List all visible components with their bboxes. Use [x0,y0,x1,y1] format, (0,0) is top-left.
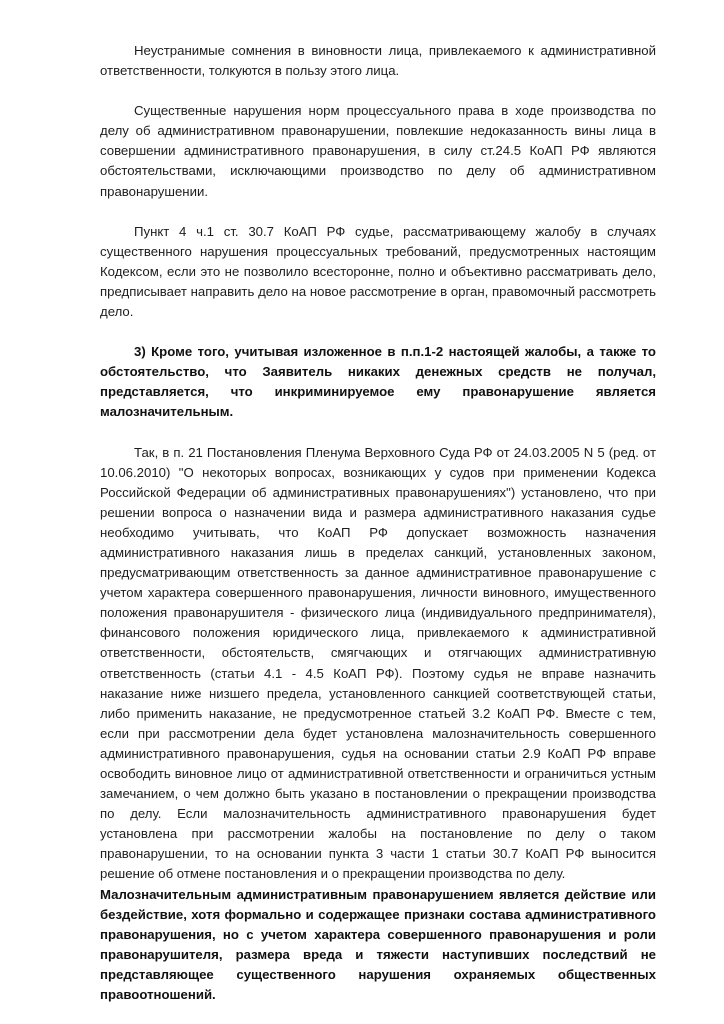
paragraph-spacer [100,322,656,342]
paragraph-2: Существенные нарушения норм процессуального права в ходе производства по делу об административном правонарушении, повлекшие недоказанность вины лица в совершении административного правонарушения, в силу ст.24.5 КоАП РФ являются обстоятельствами, исключающими производство по делу об административном правонарушении. [100,103,656,199]
paragraph-spacer [100,423,656,443]
paragraph-spacer [100,81,656,101]
paragraph-5-plenum-citation: Так, в п. 21 Постановления Пленума Верховного Суда РФ от 24.03.2005 N 5 (ред. от 10.06.2010) "О некоторых вопросах, возникающих у судов при применении Кодекса Российской Федерации об административных правонарушениях") установлено, что при решении вопроса о назначении вида и размера административного наказания судье необходимо учитывать, что КоАП РФ допускает возможность назначения административного наказания лишь в пределах санкций, установленных законом, предусматривающим ответственность за данное административное правонарушение с учетом характера совершенного правонарушения, личности виновного, имущественного положения правонарушителя - физического лица (индивидуального предпринимателя), финансового положения юридического лица, привлекаемого к административной ответственности, обстоятельств, смягчающих и отягчающих административную ответственность (статьи 4.1 - 4.5 КоАП РФ). Поэтому судья не вправе назначить наказание ниже низшего предела, установленного санкцией соответствующей статьи, либо применить наказание, не предусмотренное статьей 3.2 КоАП РФ. Вместе с тем, если при рассмотрении дела будет установлена малозначительность совершенного административного правонарушения, судья на основании статьи 2.9 КоАП РФ вправе освободить виновное лицо от административной ответственности и ограничиться устным замечанием, о чем должно быть указано в постановлении о прекращении производства по делу. Если малозначительность административного правонарушения будет установлена при рассмотрении жалобы на постановление по делу о таком правонарушении, то на основании пункта 3 части 1 статьи 30.7 КоАП РФ выносится решение об отмене постановления и о прекращении производства по делу. [100,444,656,882]
paragraph-spacer [100,202,656,222]
paragraph-4-malozn-claim: 3) Кроме того, учитывая изложенное в п.п.1-2 настоящей жалобы, а также то обстоятельство, что Заявитель никаких денежных средств не получал, представляется, что инкриминируемое ему правонарушение является малозначительным. [100,344,656,420]
paragraph-3: Пункт 4 ч.1 ст. 30.7 КоАП РФ судье, рассматривающему жалобу в случаях существенного нарушения процессуальных требований, предусмотренных настоящим Кодексом, если это не позволило всесторонне, полно и объективно рассматривать дело, предписывает направить дело на новое рассмотрение в орган, правомочный рассмотреть дело. [100,223,656,320]
paragraph-1: Неустранимые сомнения в виновности лица, привлекаемого к административной ответственности, толкуются в пользу этого лица. [100,43,656,79]
paragraph-6-malozn-definition: Малозначительным административным правонарушением является действие или бездействие, хотя формально и содержащее признаки состава административного правонарушения, но с учетом характера совершенного правонарушения и роли правонарушителя, размера вреда и тяжести наступивших последствий не представляющее существенного нарушения охраняемых общественных правоотношений. [100,886,656,1003]
document-text-body [100,41,656,1005]
